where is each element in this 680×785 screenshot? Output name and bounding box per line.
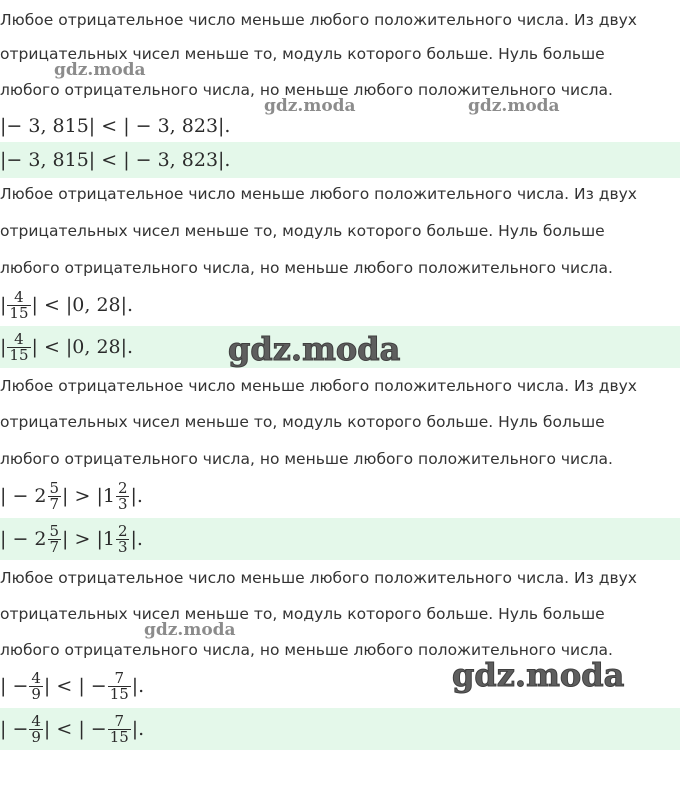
mixed-number-1-whole: | − 2 <box>0 485 47 507</box>
denominator: 7 <box>49 494 60 513</box>
fraction <box>7 329 30 364</box>
numerator: 5 <box>49 521 60 540</box>
watermark: gdz.moda <box>264 96 356 116</box>
abs-bar: | <box>0 336 7 358</box>
rule-line-3: любого отрицательного числа, но меньше любого положительного числа. <box>0 259 613 277</box>
rule-line-2: отрицательных чисел меньше то, модуль которого больше. Нуль больше <box>0 222 605 240</box>
answer-2 <box>0 326 133 368</box>
numerator: 5 <box>49 478 60 497</box>
inequality-1 <box>0 112 230 140</box>
abs-bar: | <box>0 294 7 316</box>
rule-line-1: Любое отрицательное число меньше любого положительного числа. Из двух <box>0 11 637 29</box>
inequality-2-rest: | < |0, 28|. <box>31 294 134 316</box>
denominator: 15 <box>9 345 29 364</box>
rule-line-3: любого отрицательного числа, но меньше любого положительного числа. <box>0 450 613 468</box>
numerator: 4 <box>7 332 30 348</box>
numerator: 7 <box>108 671 131 687</box>
inequality-1-text: |− 3, 815| < | − 3, 823|. <box>0 115 231 137</box>
rule-line-3: любого отрицательного числа, но меньше любого положительного числа. <box>0 641 613 659</box>
abs-minus: | < | − <box>43 675 107 697</box>
fraction <box>116 478 130 513</box>
rule-line-2: отрицательных чисел меньше то, модуль которого больше. Нуль больше <box>0 45 605 63</box>
fraction <box>48 478 62 513</box>
denominator: 7 <box>49 537 60 556</box>
rule-line-2: отрицательных чисел меньше то, модуль которого больше. Нуль больше <box>0 605 605 623</box>
answer-1 <box>0 146 230 174</box>
rule-line-2: отрицательных чисел меньше то, модуль которого больше. Нуль больше <box>0 413 605 431</box>
abs-minus: | − <box>0 675 29 697</box>
closing-bar: |. <box>131 718 145 740</box>
fraction <box>108 711 131 746</box>
numerator: 4 <box>31 668 41 687</box>
closing-bar: |. <box>131 675 145 697</box>
fraction <box>108 668 131 703</box>
watermark: gdz.moda <box>228 330 401 368</box>
denominator: 9 <box>31 727 41 746</box>
answer-3 <box>0 518 143 560</box>
watermark: gdz.moda <box>144 620 236 640</box>
denominator: 15 <box>9 303 29 322</box>
rule-paragraph-4 <box>0 560 680 670</box>
rule-line-1: Любое отрицательное число меньше любого положительного числа. Из двух <box>0 569 637 587</box>
rule-paragraph-3 <box>0 368 680 478</box>
denominator: 9 <box>31 684 41 703</box>
inequality-4 <box>0 664 144 708</box>
watermark: gdz.moda <box>452 656 625 694</box>
answer-4 <box>0 708 144 750</box>
closing-bar: |. <box>130 485 143 507</box>
mixed-number-2-whole: | > |1 <box>62 485 115 507</box>
numerator: 7 <box>108 714 131 730</box>
fraction <box>29 711 43 746</box>
denominator: 3 <box>117 537 128 556</box>
fraction <box>29 668 43 703</box>
answer-1-text: |− 3, 815| < | − 3, 823|. <box>0 149 231 171</box>
closing-bar: |. <box>130 528 143 550</box>
mixed-number-2-whole: | > |1 <box>62 528 115 550</box>
fraction <box>7 287 30 322</box>
numerator: 2 <box>117 521 128 540</box>
denominator: 3 <box>117 494 128 513</box>
rule-paragraph-1 <box>0 0 680 110</box>
inequality-3 <box>0 474 143 518</box>
rule-paragraph-2 <box>0 176 680 286</box>
abs-minus: | − <box>0 718 29 740</box>
abs-minus: | < | − <box>43 718 107 740</box>
inequality-2 <box>0 284 133 326</box>
rule-line-1: Любое отрицательное число меньше любого положительного числа. Из двух <box>0 377 637 395</box>
denominator: 15 <box>109 684 129 703</box>
numerator: 4 <box>7 290 30 306</box>
watermark: gdz.moda <box>468 96 560 116</box>
watermark: gdz.moda <box>54 60 146 80</box>
numerator: 4 <box>31 711 41 730</box>
rule-line-1: Любое отрицательное число меньше любого положительного числа. Из двух <box>0 185 637 203</box>
numerator: 2 <box>117 478 128 497</box>
denominator: 15 <box>109 727 129 746</box>
fraction <box>48 521 62 556</box>
mixed-number-1-whole: | − 2 <box>0 528 47 550</box>
fraction <box>116 521 130 556</box>
rule-line-3: любого отрицательного числа, но меньше любого положительного числа. <box>0 81 613 99</box>
answer-2-rest: | < |0, 28|. <box>31 336 134 358</box>
